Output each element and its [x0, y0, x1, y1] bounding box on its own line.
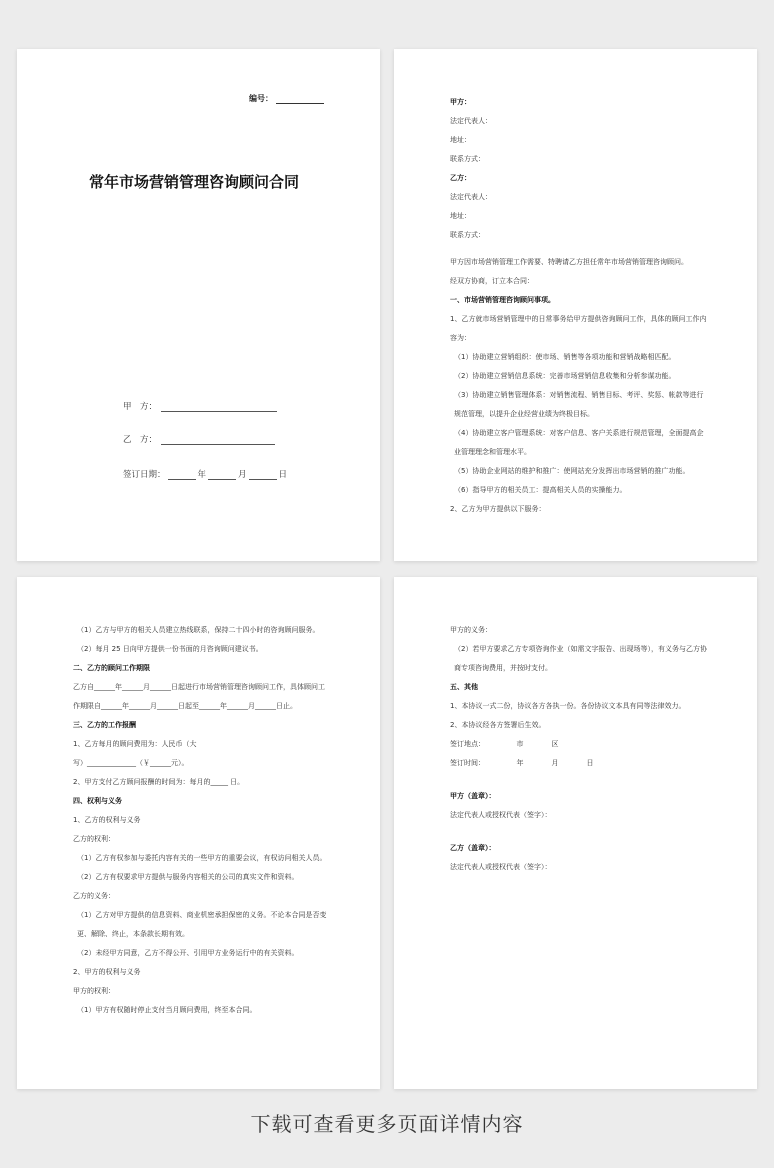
- paragraph-line: 地址：: [450, 136, 471, 144]
- contract-title: 常年市场营销管理咨询顾问合同: [89, 173, 300, 191]
- party-b-signature-row: [123, 433, 275, 445]
- paragraph-line: （4）协助建立客户管理系统：对客户信息、客户关系进行规范管理，全面提高企业管理理念和管理水平。: [454, 429, 704, 456]
- party-b-blank: [161, 444, 275, 445]
- paragraph-line: （1）乙方与甲方的相关人员建立热线联系，保持二十四小时的咨询顾问服务。: [77, 626, 320, 634]
- contract-number-label: 编号：: [249, 94, 273, 103]
- paragraph-line: （2）每月 25 日向甲方提供一份书面的月咨询顾问建议书。: [77, 645, 263, 653]
- section-heading: 乙方：: [450, 174, 471, 182]
- paragraph-line: 1、乙方每月的顾问费用为：人民币（大: [73, 740, 197, 748]
- contract-page-cover: [17, 49, 380, 561]
- paragraph-line: 法定代表人或授权代表（签字）：: [450, 863, 552, 871]
- party-a-label: 甲 方：: [123, 402, 158, 412]
- paragraph-line: 乙方的权利：: [73, 835, 115, 843]
- paragraph-line: 经双方协商，订立本合同：: [450, 277, 534, 285]
- section-heading: 四、权利与义务: [73, 797, 122, 805]
- section-heading: 乙方（盖章）：: [450, 844, 496, 852]
- contract-page-3: [17, 577, 380, 1089]
- paragraph-line: （3）协助建立销售管理体系：对销售流程、销售目标、考评、奖惩、帐款等进行规范管理，以提升企业经营业绩为终极目标。: [454, 391, 704, 418]
- contract-page-4: [394, 577, 757, 1089]
- section-heading: 一、市场营销管理咨询顾问事项。: [450, 296, 555, 304]
- sign-date-label: 签订日期：: [123, 470, 166, 480]
- page-4-body: [450, 621, 707, 877]
- section-heading: 五、其他: [450, 683, 478, 691]
- paragraph-line: 法定代表人或授权代表（签字）：: [450, 811, 552, 819]
- month-label: 月: [238, 470, 247, 480]
- paragraph-line: 2、本协议经各方签署后生效。: [450, 721, 546, 729]
- contract-number-blank: [276, 103, 324, 104]
- paragraph-line: （1）乙方有权参加与委托内容有关的一些甲方的重要会议，有权访问相关人员。: [77, 854, 327, 862]
- paragraph-line: 法定代表人：: [450, 193, 492, 201]
- day-label: 日: [278, 470, 288, 480]
- party-a-signature-row: [123, 400, 277, 412]
- paragraph-line: 1、乙方就市场营销管理中的日常事务给甲方提供咨询顾问工作，具体的顾问工作内容为：: [450, 315, 707, 342]
- paragraph-line: （2）未经甲方同意，乙方不得公开、引用甲方业务运行中的有关资料。: [77, 949, 299, 957]
- paragraph-line: （5）协助企业网站的维护和推广：使网站充分发挥出市场营销的推广功能。: [454, 467, 690, 475]
- contract-number-field: [249, 93, 324, 104]
- paragraph-line: （2）若甲方要求乙方专项咨询作业（如需文字报告、出现场等），有义务与乙方协商专项咨询费用，并按时支付。: [454, 645, 707, 672]
- footer-caption: 下载可查看更多页面详情内容: [250, 1112, 524, 1136]
- page-2-body: [450, 93, 707, 519]
- paragraph-line: （2）协助建立营销信息系统：完善市场营销信息收集和分析参谋功能。: [454, 372, 676, 380]
- month-blank: [208, 479, 236, 480]
- section-heading: 甲方：: [450, 98, 471, 106]
- paragraph-line: （1）协助建立营销组织：使市场、销售等各项功能和营销战略相匹配。: [454, 353, 676, 361]
- paragraph-line: 签订地点： 市 区: [450, 740, 559, 748]
- section-heading: 甲方（盖章）：: [450, 792, 496, 800]
- paragraph-line: 地址：: [450, 212, 471, 220]
- paragraph-line: 甲方的义务：: [450, 626, 492, 634]
- paragraph-line: （2）乙方有权要求甲方提供与服务内容相关的公司的真实文件和资料。: [77, 873, 299, 881]
- contract-page-2: [394, 49, 757, 561]
- year-label: 年: [197, 470, 207, 480]
- paragraph-line: 写）______________（￥______元）。: [73, 759, 189, 767]
- paragraph-line: 乙方自______年______月______日起进行市场营销管理咨询顾问工作，具体顾问工作期限自______年______月______日起至______年______月______日止。: [73, 683, 325, 710]
- paragraph-line: （1）乙方对甲方提供的信息资料、商业机密承担保密的义务。不论本合同是否变更、解除、终止，本条款长期有效。: [77, 911, 327, 938]
- day-blank: [249, 479, 277, 480]
- paragraph-line: 2、甲方支付乙方顾问报酬的时间为：每月的_____ 日。: [73, 778, 245, 786]
- paragraph-line: （1）甲方有权随时停止支付当月顾问费用，终至本合同。: [77, 1006, 257, 1014]
- party-b-label: 乙 方：: [123, 435, 158, 445]
- sign-date-row: [123, 468, 287, 480]
- paragraph-line: 1、本协议一式二份，协议各方各执一份。各份协议文本具有同等法律效力。: [450, 702, 686, 710]
- paragraph-line: 联系方式：: [450, 231, 485, 239]
- paragraph-line: （6）指导甲方的相关员工：提高相关人员的实操能力。: [454, 486, 627, 494]
- section-heading: 三、乙方的工作报酬: [73, 721, 136, 729]
- paragraph-line: 1、乙方的权利与义务: [73, 816, 141, 824]
- paragraph-line: 2、甲方的权利与义务: [73, 968, 141, 976]
- paragraph-line: 甲方因市场营销管理工作需要、特聘请乙方担任常年市场营销管理咨询顾问。: [450, 258, 688, 266]
- paragraph-line: 联系方式：: [450, 155, 485, 163]
- paragraph-line: 甲方的权利：: [73, 987, 115, 995]
- paragraph-line: 签订时间： 年 月 日: [450, 759, 594, 767]
- paragraph-line: 法定代表人：: [450, 117, 492, 125]
- party-a-blank: [161, 411, 277, 412]
- paragraph-line: 2、乙方为甲方提供以下服务：: [450, 505, 546, 513]
- paragraph-line: 乙方的义务：: [73, 892, 115, 900]
- page-3-body: [73, 621, 330, 1020]
- section-heading: 二、乙方的顾问工作期限: [73, 664, 150, 672]
- year-blank: [168, 479, 196, 480]
